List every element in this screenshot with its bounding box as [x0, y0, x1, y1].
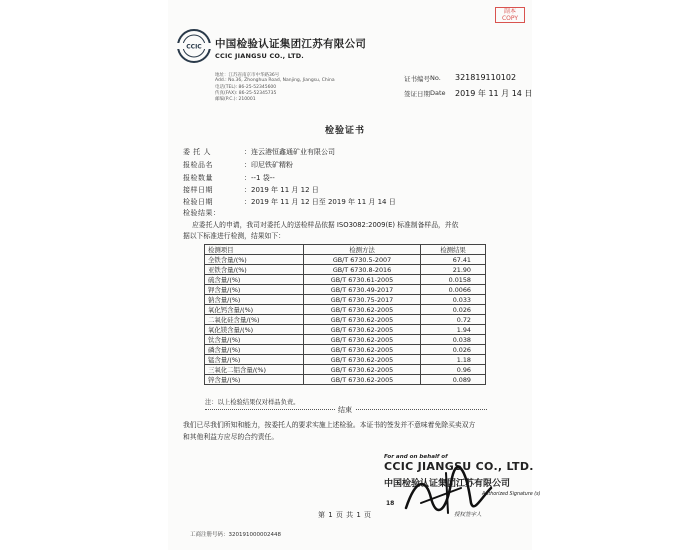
- result-cell: 0.038: [421, 335, 486, 345]
- item-cell: 三氧化二铝含量/(%): [205, 365, 304, 375]
- result-cell: 0.033: [421, 295, 486, 305]
- authorized-signature-cn: 授权签字人: [454, 512, 482, 518]
- copy-stamp-cn: 副本: [503, 8, 516, 15]
- method-cell: GB/T 6730.5-2007: [304, 255, 421, 265]
- org-name-en: CCIC JIANGSU CO., LTD.: [215, 52, 304, 60]
- info-value-quantity: ：--1 袋--: [244, 174, 275, 182]
- signature-org-cn: 中国检验认证集团江苏有限公司: [384, 479, 511, 489]
- item-cell: 硫含量/(%): [205, 275, 304, 285]
- info-label-receive-date: 接样日期: [183, 186, 213, 194]
- method-cell: GB/T 6730.62-2005: [304, 305, 421, 315]
- table-row: [205, 365, 486, 375]
- result-cell: 21.90: [421, 265, 486, 275]
- item-cell: 全铁含量/(%): [205, 255, 304, 265]
- end-word: 结束: [335, 405, 355, 415]
- issue-date-label-en: Date: [430, 89, 446, 97]
- result-cell: 67.41: [421, 255, 486, 265]
- table-row: [205, 345, 486, 355]
- issue-date-value: 2019 年 11 月 14 日: [455, 89, 533, 98]
- method-cell: GB/T 6730.62-2005: [304, 345, 421, 355]
- header-result: 检测结果: [421, 245, 486, 255]
- cert-no-label-en: No.: [430, 74, 441, 82]
- table-row: [205, 315, 486, 325]
- disclaimer-line-1: 我们已尽我们所知和能力，按委托人的要求实施上述检验。本证书的签发并不意味着免除买卖双方: [183, 421, 476, 429]
- header-item: 检测项目: [205, 245, 304, 255]
- contact-postcode: 邮编(P.C.): 210001: [215, 97, 256, 102]
- method-cell: GB/T 6730.8-2016: [304, 265, 421, 275]
- item-cell: 氧化镁含量/(%): [205, 325, 304, 335]
- result-cell: 0.96: [421, 365, 486, 375]
- contact-address-en: Add.: No.36, Zhonghua Road, Nanjing, Jiangsu, China: [215, 78, 335, 83]
- cert-no-label: 证书编号: [404, 75, 430, 83]
- item-cell: 二氧化硅含量/(%): [205, 315, 304, 325]
- certificate-title: 检验证书: [325, 126, 366, 136]
- for-and-on-behalf: For and on behalf of: [384, 454, 448, 460]
- info-label-inspect-date: 检验日期: [183, 198, 213, 206]
- item-cell: 氧化钙含量/(%): [205, 305, 304, 315]
- signature-org-en: CCIC JIANGSU CO., LTD.: [384, 460, 534, 473]
- info-label-client: 委 托 人: [183, 148, 211, 156]
- method-cell: GB/T 6730.62-2005: [304, 335, 421, 345]
- results-table: [204, 244, 486, 385]
- page-number: 第 1 页 共 1 页: [318, 511, 372, 519]
- info-value-receive-date: ：2019 年 11 月 12 日: [244, 186, 319, 194]
- table-row: [205, 275, 486, 285]
- method-cell: GB/T 6730.61-2005: [304, 275, 421, 285]
- result-cell: 0.0158: [421, 275, 486, 285]
- handwritten-signature-icon: [386, 458, 506, 518]
- table-header-row: [205, 245, 486, 255]
- item-cell: 磷含量/(%): [205, 345, 304, 355]
- intro-paragraph-line-2: 据以下标准进行检测，结果如下：: [183, 232, 285, 240]
- method-cell: GB/T 6730.62-2005: [304, 315, 421, 325]
- table-row: [205, 335, 486, 345]
- cert-no-value: 321819110102: [455, 73, 517, 82]
- item-cell: 锌含量/(%): [205, 375, 304, 385]
- table-row: [205, 305, 486, 315]
- info-label-product: 报检品名: [183, 161, 213, 169]
- result-cell: 0.026: [421, 305, 486, 315]
- intro-paragraph-line-1: 应委托人的申请，我司对委托人的送检样品依据 ISO3082:2009(E) 标准制备样品，并依: [192, 221, 459, 229]
- authorized-signature-en: Authorized Signature (s): [482, 492, 541, 497]
- ccic-logo-icon: [176, 28, 212, 64]
- table-row: [205, 325, 486, 335]
- method-cell: GB/T 6730.62-2005: [304, 325, 421, 335]
- result-cell: 0.089: [421, 375, 486, 385]
- method-cell: GB/T 6730.62-2005: [304, 375, 421, 385]
- issue-date-label: 签证日期: [404, 90, 430, 98]
- item-cell: 锰含量/(%): [205, 355, 304, 365]
- table-row: [205, 355, 486, 365]
- registration-number: 工商注册号码：320191000002448: [190, 532, 281, 538]
- result-cell: 0.0066: [421, 285, 486, 295]
- header-method: 检测方法: [304, 245, 421, 255]
- method-cell: GB/T 6730.49-2017: [304, 285, 421, 295]
- contact-fax: 传真(FAX): 86-25-52345735: [215, 91, 277, 96]
- result-cell: 0.026: [421, 345, 486, 355]
- info-value-product: ：印尼铁矿精粉: [244, 161, 293, 169]
- table-row: [205, 295, 486, 305]
- result-cell: 0.72: [421, 315, 486, 325]
- item-cell: 钠含量/(%): [205, 295, 304, 305]
- item-cell: 钾含量/(%): [205, 285, 304, 295]
- result-cell: 1.94: [421, 325, 486, 335]
- table-row: [205, 265, 486, 275]
- table-note: 注：以上检验结果仅对样品负责。: [205, 399, 300, 406]
- table-row: [205, 285, 486, 295]
- info-label-quantity: 报检数量: [183, 174, 213, 182]
- contact-tel: 电话(TEL): 86-25-52345600: [215, 85, 277, 90]
- org-name-cn: 中国检验认证集团江苏有限公司: [215, 38, 367, 50]
- copy-stamp-en: COPY: [501, 15, 519, 22]
- item-cell: 亚铁含量/(%): [205, 265, 304, 275]
- logo-text: CCIC: [186, 43, 202, 51]
- copy-stamp: [495, 7, 525, 23]
- disclaimer-line-2: 和其他利益方应尽的合约责任。: [183, 433, 279, 441]
- info-value-inspect-date: ：2019 年 11 月 12 日至 2019 年 11 月 14 日: [244, 198, 396, 206]
- method-cell: GB/T 6730.62-2005: [304, 365, 421, 375]
- contact-address-cn: 地址：江苏省南京市中华路36号: [215, 73, 280, 78]
- table-row: [205, 255, 486, 265]
- signature-number: 18: [386, 500, 395, 507]
- table-row: [205, 375, 486, 385]
- info-label-results: 检验结果：: [183, 209, 221, 217]
- info-value-client: ：连云港恒鑫通矿业有限公司: [244, 148, 335, 156]
- result-cell: 1.18: [421, 355, 486, 365]
- method-cell: GB/T 6730.62-2005: [304, 355, 421, 365]
- method-cell: GB/T 6730.75-2017: [304, 295, 421, 305]
- item-cell: 钛含量/(%): [205, 335, 304, 345]
